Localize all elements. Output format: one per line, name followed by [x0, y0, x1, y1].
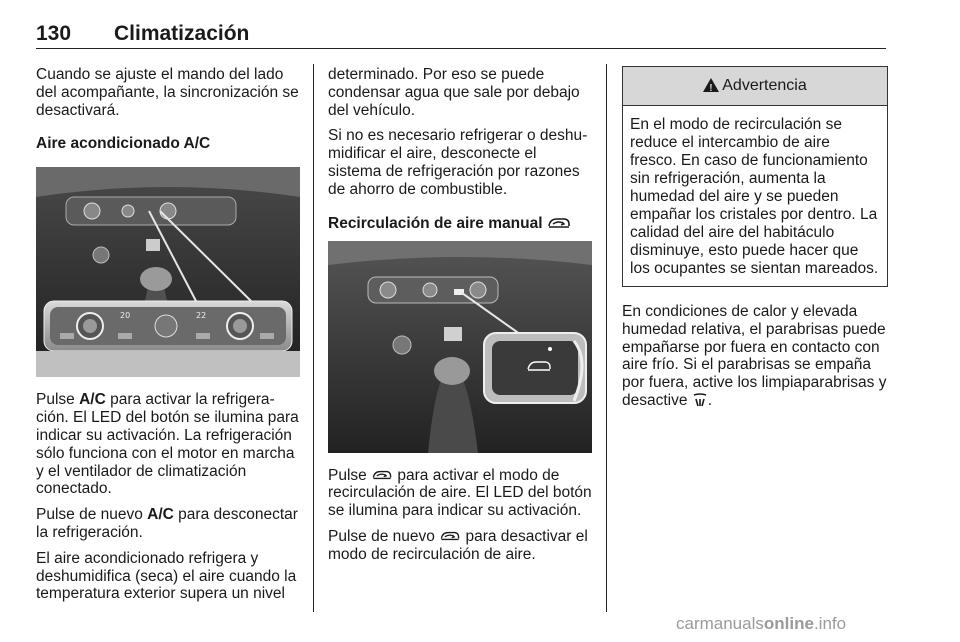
recirculation-icon: [439, 530, 461, 542]
figure-recirculation-button: [328, 241, 592, 453]
column-2: [328, 66, 592, 572]
ac-key-label: A/C: [79, 391, 106, 409]
column-1: [36, 66, 300, 611]
figure-temp-right: 22: [196, 311, 207, 321]
recirculation-on-paragraph: Pulse para activar el modo de recirculación de aire. El LED del botón se ilumina para indicar su activación.: [328, 466, 592, 520]
heading-ac: Aire acondicionado A/C: [36, 135, 211, 153]
warning-body: En el modo de recirculación se reduce el intercambio de aire fresco. En caso de funcionamiento sin refrigeración, aumenta la humedad del aire y se pueden empañar los cristales por dentro. La calidad del aire del habitáculo disminuye, esto puede hacer que los ocupantes se sientan mareados.: [630, 116, 879, 277]
intro-paragraph: Cuando se ajuste el mando del lado del acompañante, la sincronización se desactivará.: [36, 66, 299, 119]
ac-dehumidify-paragraph: El aire acondicionado refrigera y deshumidifica (seca) el aire cuando la temperatura exterior supera un nivel: [36, 549, 297, 603]
recirculation-off-paragraph: Pulse de nuevo para desactivar el modo de recirculación de aire.: [328, 527, 588, 563]
warning-header: [623, 67, 887, 106]
ac-key-label: A/C: [147, 506, 174, 524]
warning-triangle-icon: [703, 78, 719, 92]
heading-recirculation: Recirculación de aire manual: [328, 215, 592, 233]
windshield-blower-icon: [692, 393, 708, 407]
continued-paragraph: determinado. Por eso se puede condensar agua que sale por debajo del vehículo.: [328, 66, 580, 119]
column-3: [622, 66, 888, 418]
recirculation-icon: [371, 469, 393, 481]
dehumidify-off-paragraph: Si no es necesario refrigerar o deshumidificar el aire, desconecte el sistema de refrigeración por razones de ahorro de combustible.: [328, 127, 588, 198]
warning-box: [622, 66, 888, 287]
column-divider-2: [606, 64, 607, 612]
warning-title: Advertencia: [722, 77, 807, 95]
ac-deactivate-paragraph: Pulse de nuevo A/C para desconectar la refrigeración.: [36, 506, 298, 541]
ac-activate-paragraph: Pulse A/C para activar la refrigeración. El LED del botón se ilumina para indicar su activación. La refrigeración sólo funciona con el motor en marcha y el ventilador de climatización conectado.: [36, 391, 299, 498]
page-header: [36, 22, 886, 49]
page-number: 130: [36, 22, 72, 45]
chapter-title: Climatización: [114, 22, 250, 45]
column-divider-1: [313, 64, 314, 612]
windshield-fog-paragraph: En condiciones de calor y elevada humedad relativa, el parabrisas puede empañarse por fuera en contacto con aire frío. Si el parabrisas se empaña por fuera, active los limpiaparabrisas y desactive .: [622, 303, 887, 409]
figure-ac-panel: [36, 167, 300, 377]
recirculation-icon: [547, 216, 571, 230]
figure-temp-left: 20: [120, 311, 131, 321]
watermark: carmanualsonline.info: [676, 614, 847, 633]
